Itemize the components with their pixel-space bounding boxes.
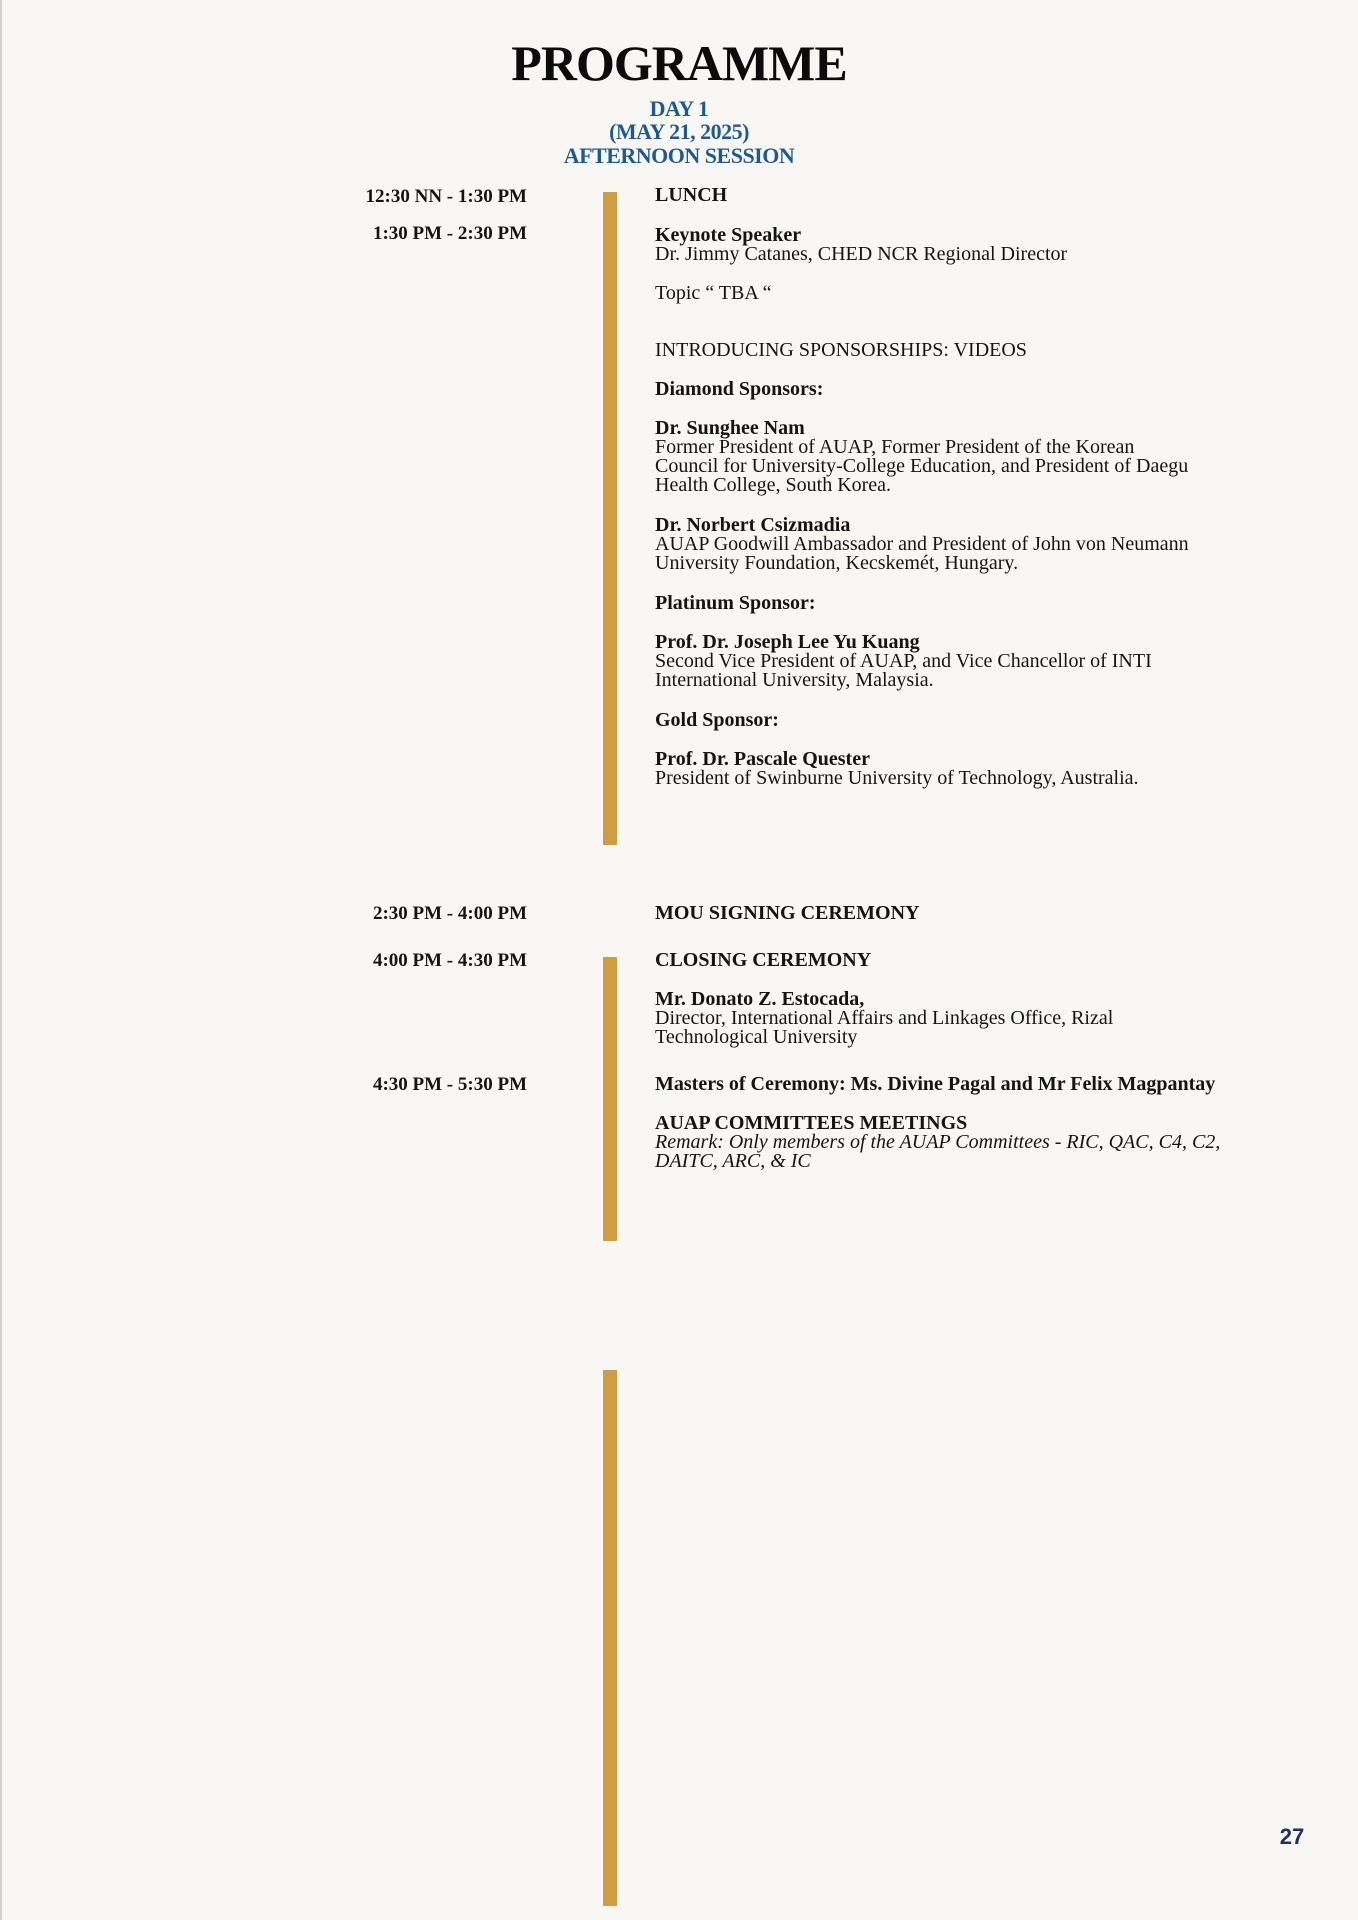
masters-entry (655, 1075, 1315, 1094)
time-keynote: 1:30 PM - 2:30 PM (372, 223, 527, 244)
page-number: 27 (1279, 1824, 1305, 1849)
topic-entry (655, 284, 1315, 303)
keynote-speaker: Dr. Jimmy Catanes, CHED NCR Regional Director (655, 243, 1068, 265)
diamond-sponsors-heading: Diamond Sponsors: (655, 378, 824, 400)
page-title: PROGRAMME (511, 35, 847, 91)
platinum-heading-entry (655, 594, 1315, 613)
committees-label: AUAP COMMITTEES MEETINGS (655, 1112, 968, 1134)
sponsor-description: AUAP Goodwill Ambassador and President of John von Neumann (655, 533, 1189, 555)
time-lunch: 12:30 NN - 1:30 PM (365, 186, 527, 207)
speaker-description: Director, International Affairs and Linkages Office, Rizal (655, 1007, 1114, 1029)
lunch-entry (655, 186, 1315, 205)
gold-sponsor-heading: Gold Sponsor: (655, 709, 779, 731)
session-label: AFTERNOON SESSION (563, 143, 795, 168)
day-label: DAY 1 (649, 96, 709, 121)
platinum-sponsor-heading: Platinum Sponsor: (655, 592, 816, 614)
timeline-bar (603, 957, 617, 1241)
sponsor-quester (655, 750, 1315, 788)
keynote-topic: Topic “ TBA “ (655, 282, 772, 304)
mou-entry (655, 904, 1315, 923)
masters-of-ceremony: Masters of Ceremony: Ms. Divine Pagal and Mr Felix Magpantay (655, 1073, 1216, 1095)
mou-label: MOU SIGNING CEREMONY (655, 902, 920, 924)
keynote-entry (655, 226, 1315, 264)
diamond-heading-entry (655, 380, 1315, 399)
sponsor-description: Health College, South Korea. (655, 474, 892, 496)
committees-remark: Remark: Only members of the AUAP Committees - RIC, QAC, C4, C2, (655, 1131, 1221, 1153)
closing-entry (655, 951, 1315, 970)
time-committees: 4:30 PM - 5:30 PM (372, 1074, 527, 1095)
estocada-entry (655, 990, 1315, 1047)
sponsor-name: Prof. Dr. Pascale Quester (655, 748, 870, 770)
sponsor-description: Council for University-College Education, and President of Daegu (655, 455, 1189, 477)
sponsor-description: Former President of AUAP, Former President of the Korean (655, 436, 1135, 458)
committees-remark: DAITC, ARC, & IC (655, 1150, 811, 1172)
sponsor-name: Dr. Norbert Csizmadia (655, 514, 851, 536)
sponsor-kuang (655, 633, 1315, 690)
keynote-heading: Keynote Speaker (655, 224, 802, 246)
committees-entry (655, 1114, 1315, 1171)
sponsor-description: University Foundation, Kecskemét, Hungary. (655, 552, 1019, 574)
sponsorships-label: INTRODUCING SPONSORSHIPS: VIDEOS (655, 339, 1027, 361)
sponsor-description: International University, Malaysia. (655, 669, 934, 691)
sponsor-name: Dr. Sunghee Nam (655, 417, 805, 439)
speaker-name: Mr. Donato Z. Estocada, (655, 988, 865, 1010)
sponsor-description: President of Swinburne University of Technology, Australia. (655, 767, 1139, 789)
speaker-description: Technological University (655, 1026, 858, 1048)
date-label: (MAY 21, 2025) (609, 119, 749, 144)
time-mou: 2:30 PM - 4:00 PM (372, 903, 527, 924)
sponsor-name: Prof. Dr. Joseph Lee Yu Kuang (655, 631, 920, 653)
gold-heading-entry (655, 711, 1315, 730)
sponsor-csizmadia (655, 516, 1315, 573)
time-closing: 4:00 PM - 4:30 PM (372, 950, 527, 971)
sponsorships-entry (655, 341, 1315, 360)
lunch-label: LUNCH (655, 184, 728, 206)
timeline-bar (603, 1370, 617, 1906)
closing-label: CLOSING CEREMONY (655, 949, 872, 971)
timeline-bar (603, 192, 617, 845)
sponsor-nam (655, 419, 1315, 495)
sponsor-description: Second Vice President of AUAP, and Vice Chancellor of INTI (655, 650, 1152, 672)
